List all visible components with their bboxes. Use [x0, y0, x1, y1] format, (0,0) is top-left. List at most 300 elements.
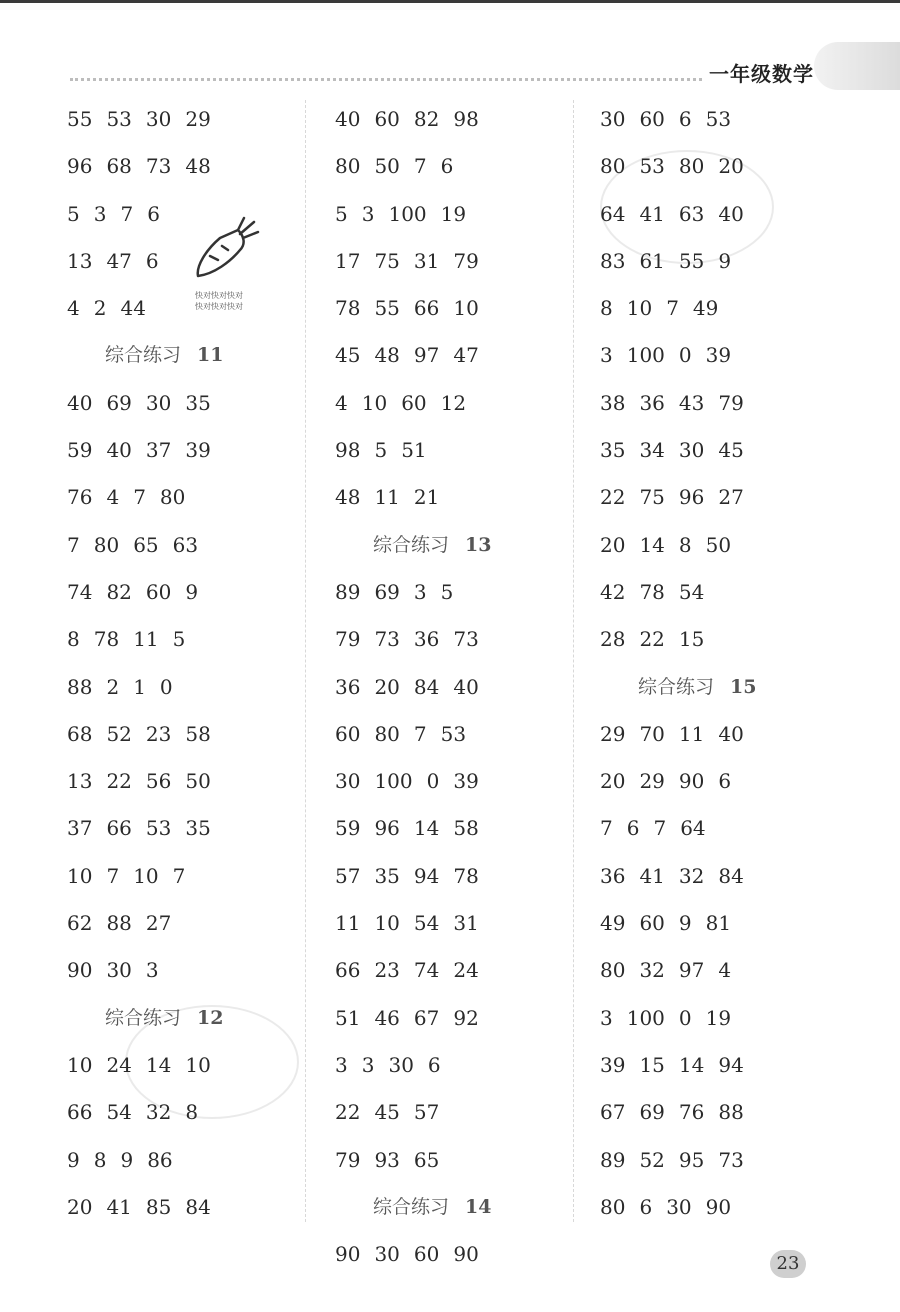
answer-value: 46 [374, 1005, 400, 1030]
answer-value: 34 [639, 438, 665, 463]
answer-value: 69 [639, 1100, 665, 1125]
answer-value: 36 [335, 674, 361, 699]
answer-row [335, 1042, 595, 1089]
answer-row [600, 1042, 860, 1089]
answer-value: 60 [639, 911, 665, 936]
answer-value: 100 [626, 343, 665, 368]
answer-row [600, 427, 860, 474]
answer-value: 82 [413, 107, 440, 131]
header-dotted-rule [70, 78, 702, 81]
answer-value: 42 [600, 579, 626, 604]
answer-value: 0 [159, 674, 173, 699]
answer-row [67, 758, 327, 805]
answer-value: 6 [626, 816, 640, 841]
answer-row [67, 427, 327, 474]
answer-value: 3 [361, 1052, 375, 1077]
answer-value: 65 [133, 532, 159, 557]
section-title-number: 14 [465, 1195, 492, 1218]
answer-value: 8 [67, 627, 80, 652]
answer-row [600, 616, 860, 663]
answer-value: 79 [453, 248, 479, 273]
answer-value: 6 [427, 1052, 441, 1077]
answer-value: 73 [374, 627, 400, 652]
answer-value: 81 [705, 911, 732, 936]
section-title [335, 522, 595, 569]
answer-row [67, 711, 327, 758]
answer-value: 8 [93, 1147, 107, 1172]
answer-value: 53 [705, 107, 732, 131]
answer-value: 90 [335, 1242, 361, 1267]
answer-value: 30 [374, 1242, 400, 1267]
answer-value: 37 [67, 816, 93, 841]
answer-value: 86 [147, 1147, 173, 1172]
answer-value: 6 [678, 107, 692, 131]
answer-value: 30 [388, 1052, 414, 1077]
answer-row [600, 569, 860, 616]
answer-value: 0 [678, 343, 692, 368]
answer-value: 3 [145, 958, 159, 983]
answer-value: 20 [600, 532, 626, 557]
answer-value: 84 [185, 1194, 211, 1219]
answer-value: 57 [413, 1100, 440, 1125]
answer-value: 80 [159, 485, 186, 510]
answer-value: 97 [678, 958, 705, 983]
answer-value: 36 [413, 627, 440, 652]
section-title-label: 综合练习 [105, 1006, 182, 1029]
answer-value: 66 [335, 958, 361, 983]
answer-value: 96 [67, 154, 93, 179]
answer-row [335, 143, 595, 190]
answer-row [67, 474, 327, 521]
answer-value: 8 [600, 296, 613, 321]
answer-row [600, 758, 860, 805]
answer-value: 76 [678, 1100, 705, 1125]
answer-value: 55 [374, 296, 400, 321]
answer-value: 23 [145, 721, 172, 746]
answer-value: 56 [145, 769, 172, 794]
answer-row [335, 285, 595, 332]
answer-value: 88 [718, 1100, 744, 1125]
answer-value: 50 [185, 769, 211, 794]
answer-value: 20 [374, 674, 400, 699]
answer-value: 3 [600, 343, 613, 368]
answer-value: 3 [93, 201, 107, 226]
answer-value: 24 [453, 958, 479, 983]
answer-value: 10 [185, 1052, 211, 1077]
answer-value: 79 [335, 627, 361, 652]
answer-value: 80 [600, 958, 626, 983]
answer-value: 9 [67, 1147, 80, 1172]
answer-value: 30 [678, 438, 705, 463]
answer-row [67, 1042, 327, 1089]
answer-value: 10 [374, 911, 400, 936]
answer-row [600, 380, 860, 427]
answer-value: 79 [335, 1147, 361, 1172]
answer-row [600, 711, 860, 758]
answer-value: 60 [401, 390, 427, 415]
answer-value: 22 [600, 485, 626, 510]
answer-value: 76 [67, 485, 93, 510]
answer-value: 30 [600, 107, 626, 131]
answer-value: 52 [106, 721, 132, 746]
answer-value: 30 [335, 769, 361, 794]
answer-value: 63 [678, 201, 705, 226]
answer-row [335, 238, 595, 285]
answer-row [335, 711, 595, 758]
answer-value: 49 [692, 296, 719, 321]
answer-value: 88 [67, 674, 93, 699]
answer-row [67, 569, 327, 616]
answer-value: 80 [600, 154, 626, 179]
answer-value: 11 [678, 721, 705, 746]
answer-value: 53 [440, 721, 467, 746]
answer-value: 45 [718, 438, 744, 463]
answer-value: 66 [67, 1100, 93, 1125]
answer-value: 14 [639, 532, 665, 557]
answer-value: 90 [705, 1194, 732, 1219]
answer-value: 32 [639, 958, 665, 983]
answer-value: 43 [678, 390, 705, 415]
answer-value: 8 [678, 532, 692, 557]
section-title [600, 664, 860, 711]
answer-value: 6 [639, 1194, 653, 1219]
answer-value: 45 [335, 343, 361, 368]
answer-value: 0 [426, 769, 440, 794]
answer-value: 59 [335, 816, 361, 841]
answer-value: 10 [67, 1052, 93, 1077]
answer-value: 9 [120, 1147, 134, 1172]
answer-value: 55 [678, 248, 705, 273]
answer-value: 2 [93, 296, 107, 321]
answer-value: 48 [374, 343, 400, 368]
answer-value: 64 [600, 201, 626, 226]
answer-value: 62 [67, 911, 93, 936]
section-title-number: 11 [197, 344, 224, 367]
answer-row [67, 947, 327, 994]
answer-value: 35 [600, 438, 626, 463]
answer-value: 35 [374, 863, 400, 888]
answer-value: 50 [374, 154, 400, 179]
answer-value: 14 [413, 816, 440, 841]
answer-value: 9 [678, 911, 692, 936]
answer-value: 92 [453, 1005, 479, 1030]
answer-value: 83 [600, 248, 626, 273]
answer-row [600, 995, 860, 1042]
answer-value: 47 [453, 343, 479, 368]
answer-value: 5 [440, 579, 454, 604]
answer-value: 10 [361, 390, 388, 415]
answer-value: 40 [67, 390, 93, 415]
answer-row [600, 96, 860, 143]
answer-row [67, 664, 327, 711]
answer-value: 29 [185, 107, 211, 131]
answer-row [600, 947, 860, 994]
answer-value: 90 [453, 1242, 479, 1267]
answer-value: 7 [172, 863, 186, 888]
answer-value: 30 [106, 958, 132, 983]
answer-row [600, 143, 860, 190]
answer-value: 40 [718, 721, 744, 746]
answer-row [67, 1089, 327, 1136]
answer-value: 78 [453, 863, 479, 888]
section-title-number: 15 [730, 675, 757, 698]
answer-value: 89 [335, 579, 361, 604]
answer-value: 84 [718, 863, 744, 888]
answer-value: 23 [374, 958, 400, 983]
answer-row [335, 96, 595, 143]
answer-value: 15 [678, 627, 705, 652]
answer-row [67, 380, 327, 427]
answer-value: 27 [145, 911, 172, 936]
answer-value: 5 [172, 627, 186, 652]
answer-value: 60 [145, 579, 172, 604]
answer-row [67, 1184, 327, 1231]
answer-value: 36 [600, 863, 626, 888]
answer-value: 68 [106, 154, 132, 179]
answer-value: 98 [453, 107, 479, 131]
page-top-edge [0, 0, 900, 3]
answer-value: 98 [335, 438, 361, 463]
answer-value: 100 [374, 769, 413, 794]
answer-value: 64 [680, 816, 706, 841]
answer-row [335, 947, 595, 994]
answer-value: 41 [639, 201, 665, 226]
answer-value: 53 [106, 107, 132, 131]
answer-value: 75 [639, 485, 665, 510]
answer-value: 6 [147, 201, 160, 226]
answer-value: 66 [106, 816, 132, 841]
answer-value: 51 [401, 438, 427, 463]
section-title-label: 综合练习 [638, 675, 715, 698]
answer-column-2 [335, 96, 595, 1278]
answer-value: 8 [185, 1100, 199, 1125]
answer-value: 9 [185, 579, 199, 604]
answer-value: 36 [639, 390, 665, 415]
answer-value: 15 [639, 1052, 665, 1077]
answer-value: 80 [93, 532, 120, 557]
answer-value: 10 [626, 296, 653, 321]
answer-value: 20 [718, 154, 744, 179]
answer-value: 7 [413, 721, 427, 746]
answer-value: 24 [106, 1052, 132, 1077]
section-title-number: 13 [465, 533, 492, 556]
answer-value: 44 [120, 296, 146, 321]
header-tab [814, 42, 900, 90]
answer-value: 21 [413, 485, 440, 510]
answer-value: 9 [718, 248, 732, 273]
answer-value: 54 [678, 579, 705, 604]
answer-value: 84 [413, 674, 440, 699]
answer-value: 100 [626, 1005, 665, 1030]
answer-value: 95 [678, 1147, 705, 1172]
answer-value: 60 [335, 721, 361, 746]
answer-value: 3 [600, 1005, 613, 1030]
answer-row [67, 1137, 327, 1184]
answer-value: 54 [106, 1100, 132, 1125]
carrot-caption-line: 快对快对快对 [195, 302, 243, 311]
answer-value: 37 [145, 438, 172, 463]
answer-row [335, 616, 595, 663]
answer-value: 2 [106, 674, 120, 699]
answer-value: 74 [413, 958, 440, 983]
answer-row [335, 995, 595, 1042]
answer-row [335, 569, 595, 616]
answer-value: 5 [335, 201, 348, 226]
answer-value: 39 [185, 438, 211, 463]
carrot-caption [195, 290, 265, 312]
answer-row [600, 1184, 860, 1231]
answer-value: 94 [413, 863, 440, 888]
answer-value: 30 [666, 1194, 692, 1219]
answer-row [67, 522, 327, 569]
answer-value: 82 [106, 579, 132, 604]
answer-row [335, 1231, 595, 1278]
answer-value: 96 [374, 816, 400, 841]
answer-value: 39 [705, 343, 732, 368]
answer-value: 10 [453, 296, 479, 321]
answer-row [600, 238, 860, 285]
answer-value: 6 [718, 769, 732, 794]
answer-value: 80 [335, 154, 361, 179]
carrot-icon [188, 208, 268, 288]
answer-value: 27 [718, 485, 744, 510]
answer-value: 69 [374, 579, 400, 604]
answer-row [335, 900, 595, 947]
answer-column-3 [600, 96, 860, 1231]
answer-value: 10 [133, 863, 159, 888]
answer-value: 60 [374, 107, 400, 131]
answer-value: 61 [639, 248, 665, 273]
answer-value: 70 [639, 721, 665, 746]
section-title-label: 综合练习 [373, 533, 450, 556]
answer-row [600, 805, 860, 852]
answer-value: 14 [145, 1052, 172, 1077]
answer-value: 55 [67, 107, 93, 131]
answer-row [600, 474, 860, 521]
answer-value: 29 [639, 769, 665, 794]
answer-value: 58 [185, 721, 211, 746]
answer-value: 94 [718, 1052, 744, 1077]
answer-value: 4 [67, 296, 80, 321]
page-number: 23 [770, 1250, 806, 1278]
answer-value: 60 [639, 107, 665, 131]
answer-value: 39 [600, 1052, 626, 1077]
answer-value: 0 [678, 1005, 692, 1030]
answer-value: 40 [718, 201, 744, 226]
answer-value: 78 [335, 296, 361, 321]
answer-value: 32 [678, 863, 705, 888]
answer-value: 4 [718, 958, 732, 983]
answer-value: 85 [145, 1194, 172, 1219]
answer-value: 11 [335, 911, 361, 936]
answer-value: 13 [67, 248, 93, 273]
answer-value: 19 [705, 1005, 732, 1030]
answer-value: 7 [653, 816, 667, 841]
answer-value: 17 [335, 248, 361, 273]
answer-row [67, 96, 327, 143]
answer-value: 78 [639, 579, 665, 604]
answer-value: 20 [67, 1194, 93, 1219]
answer-value: 74 [67, 579, 93, 604]
answer-row [67, 616, 327, 663]
answer-value: 73 [453, 627, 479, 652]
answer-value: 48 [185, 154, 211, 179]
answer-value: 31 [413, 248, 440, 273]
answer-value: 78 [93, 627, 120, 652]
answer-value: 29 [600, 721, 626, 746]
answer-value: 96 [678, 485, 705, 510]
answer-value: 30 [145, 107, 172, 131]
answer-value: 35 [185, 390, 211, 415]
answer-value: 58 [453, 816, 479, 841]
answer-value: 69 [106, 390, 132, 415]
answer-value: 67 [600, 1100, 626, 1125]
answer-value: 20 [600, 769, 626, 794]
answer-value: 73 [145, 154, 172, 179]
answer-value: 6 [145, 248, 159, 273]
answer-value: 50 [705, 532, 732, 557]
answer-row [335, 380, 595, 427]
carrot-caption-line: 快对快对快对 [195, 291, 243, 300]
grade-title: 一年级数学 [709, 62, 814, 86]
answer-value: 30 [145, 390, 172, 415]
answer-row [600, 285, 860, 332]
answer-value: 10 [67, 863, 93, 888]
answer-value: 14 [678, 1052, 705, 1077]
answer-value: 7 [67, 532, 80, 557]
section-title [67, 332, 327, 379]
answer-value: 53 [639, 154, 665, 179]
answer-value: 19 [440, 201, 467, 226]
answer-row [335, 474, 595, 521]
answer-value: 3 [335, 1052, 348, 1077]
answer-value: 1 [133, 674, 146, 699]
answer-value: 73 [718, 1147, 744, 1172]
answer-value: 67 [413, 1005, 440, 1030]
answer-value: 80 [374, 721, 400, 746]
section-title [335, 1184, 595, 1231]
answer-value: 12 [440, 390, 467, 415]
section-title-label: 综合练习 [105, 344, 182, 367]
answer-value: 90 [678, 769, 705, 794]
answer-value: 38 [600, 390, 626, 415]
answer-row [600, 332, 860, 379]
answer-value: 89 [600, 1147, 626, 1172]
answer-value: 48 [335, 485, 361, 510]
answer-value: 60 [413, 1242, 440, 1267]
answer-row [335, 805, 595, 852]
answer-value: 3 [413, 579, 427, 604]
answer-row [67, 900, 327, 947]
answer-row [335, 853, 595, 900]
answer-row [67, 143, 327, 190]
answer-value: 22 [335, 1100, 361, 1125]
answer-value: 80 [678, 154, 705, 179]
answer-value: 22 [106, 769, 132, 794]
answer-row [67, 805, 327, 852]
answer-value: 5 [67, 201, 80, 226]
answer-value: 4 [335, 390, 348, 415]
answer-row [600, 1089, 860, 1136]
answer-row [67, 853, 327, 900]
answer-value: 6 [440, 154, 454, 179]
answer-value: 68 [67, 721, 93, 746]
answer-value: 47 [106, 248, 132, 273]
answer-value: 41 [106, 1194, 132, 1219]
answer-value: 97 [413, 343, 440, 368]
answer-value: 93 [374, 1147, 400, 1172]
answer-value: 52 [639, 1147, 665, 1172]
